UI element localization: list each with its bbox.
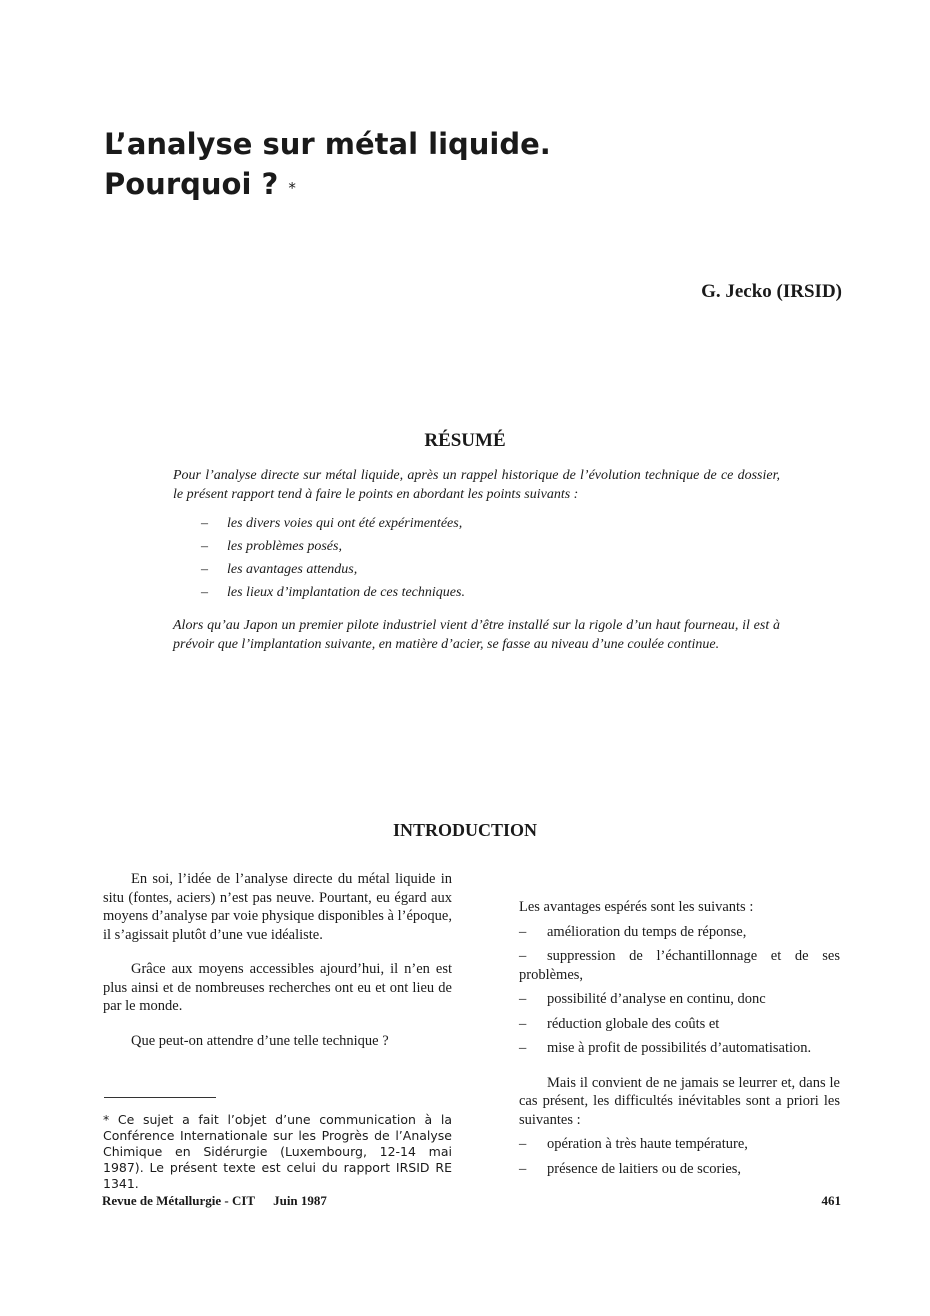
list-item: – réduction globale des coûts et	[519, 1015, 840, 1034]
right-column	[519, 898, 840, 1178]
footnote: * Ce sujet a fait l’objet d’une communication à la Conférence Internationale sur les Progrès de l’Analyse Chimique en Sidérurgie (Luxembourg, 12-14 mai 1987). Le présent texte est celui du rapport IRSID RE 1341.	[103, 1112, 452, 1191]
footer-left	[102, 1193, 327, 1209]
abstract-list	[173, 512, 780, 604]
list-item: – mise à profit de possibilités d’automatisation.	[519, 1039, 840, 1058]
abstract-intro: Pour l’analyse directe sur métal liquide, après un rappel historique de l’évolution technique de ce dossier, le présent rapport tend à faire le points en abordant les points suivants :	[173, 468, 780, 502]
advantages-list	[519, 923, 840, 1058]
paragraph: En soi, l’idée de l’analyse directe du métal liquide in situ (fontes, aciers) n’est pas neuve. Pourtant, eu égard aux moyens d’analyse par voie physique disponibles à l’époque, il s’agissait plutôt d’une vue idéaliste.	[103, 871, 452, 943]
difficulties-intro: Mais il convient de ne jamais se leurrer et, dans le cas présent, les difficultés inévitables sont a priori les suivantes :	[519, 1074, 840, 1128]
list-item: – opération à très haute température,	[519, 1135, 840, 1154]
list-item: – amélioration du temps de réponse,	[519, 923, 840, 942]
author: G. Jecko (IRSID)	[701, 281, 842, 302]
abstract-item: – les divers voies qui ont été expérimentées,	[173, 512, 780, 535]
introduction-heading: INTRODUCTION	[392, 820, 538, 840]
abstract-item: – les lieux d’implantation de ces techniques.	[173, 581, 780, 604]
title-line-2: Pourquoi ?	[104, 167, 279, 201]
list-item: – suppression de l’échantillonnage et de ses problèmes,	[519, 947, 840, 984]
advantages-intro: Les avantages espérés sont les suivants :	[519, 899, 754, 915]
paragraph: Grâce aux moyens accessibles ajourd’hui, il n’en est plus ainsi et de nombreuses recherches ont eu et ont lieu de par le monde.	[103, 961, 452, 1014]
abstract	[173, 466, 780, 654]
footnote-mark: *	[288, 179, 296, 197]
page-number: 461	[821, 1193, 841, 1208]
left-column	[103, 870, 452, 1050]
title-line-1: L’analyse sur métal liquide.	[104, 127, 551, 161]
list-item: – possibilité d’analyse en continu, donc	[519, 990, 840, 1009]
journal-name: Revue de Métallurgie - CIT	[102, 1193, 256, 1208]
list-item: – présence de laitiers ou de scories,	[519, 1160, 840, 1179]
footnote-rule	[104, 1097, 216, 1098]
difficulties-list	[519, 1135, 840, 1178]
resume-heading: RÉSUMÉ	[424, 430, 506, 451]
paragraph: Que peut-on attendre d’une telle technique ?	[131, 1032, 389, 1049]
article-title	[104, 124, 551, 204]
abstract-item: – les avantages attendus,	[173, 558, 780, 581]
issue-date: Juin 1987	[273, 1193, 327, 1208]
abstract-item: – les problèmes posés,	[173, 535, 780, 558]
abstract-closing: Alors qu’au Japon un premier pilote industriel vient d’être installé sur la rigole d’un haut fourneau, il est à prévoir que l’implantation suivante, en matière d’acier, se fasse au niveau d’une coulée continue.	[173, 618, 780, 652]
